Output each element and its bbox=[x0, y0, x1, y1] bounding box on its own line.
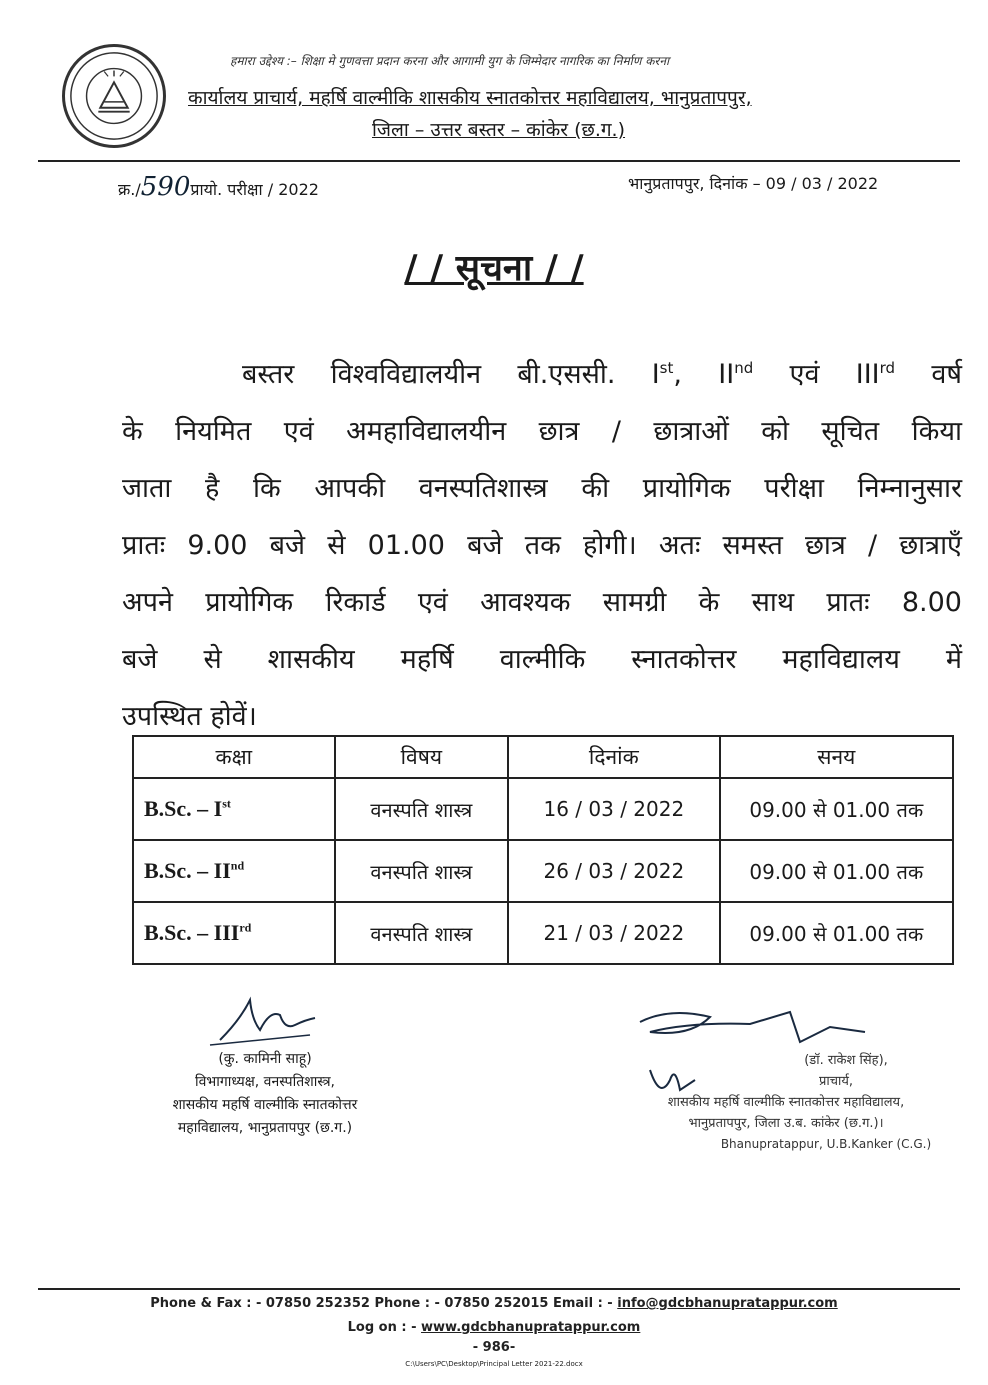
cell-date: 21 / 03 / 2022 bbox=[508, 902, 719, 964]
header-date: दिनांक bbox=[508, 736, 719, 778]
footer-contact bbox=[0, 1296, 988, 1311]
notice-title-text: / / सूचना / / bbox=[404, 248, 584, 289]
cell-subject: वनस्पति शास्त्र bbox=[335, 840, 509, 902]
cell-time: 09.00 से 01.00 तक bbox=[720, 902, 953, 964]
cell-class: B.Sc. – IIIrd bbox=[133, 902, 335, 964]
seal-emblem-icon bbox=[65, 47, 163, 145]
body-line-6: बजे से शासकीय महर्षि वाल्मीकि स्नातकोत्तर महाविद्यालय में bbox=[122, 644, 962, 675]
cell-time: 09.00 से 01.00 तक bbox=[720, 778, 953, 840]
principal-stamp: Bhanupratappur, U.B.Kanker (C.G.) bbox=[720, 1137, 932, 1151]
place-date: भानुप्रतापपुर, दिनांक – 09 / 03 / 2022 bbox=[628, 174, 879, 193]
hod-designation: विभागाध्यक्ष, वनस्पतिशास्त्र, bbox=[194, 1074, 336, 1090]
footer-website-link[interactable]: www.gdcbhanupratappur.com bbox=[421, 1320, 641, 1335]
body-line-2: के नियमित एवं अमहाविद्यालयीन छात्र / छात्राओं को सूचित किया bbox=[122, 416, 962, 447]
principal-title: प्राचार्य, bbox=[818, 1074, 854, 1089]
body-line-1: बस्तर विश्वविद्यालयीन बी.एससी. Ist, IInd एवं IIIrd वर्ष bbox=[242, 359, 963, 390]
footer-phone: Phone & Fax : - 07850 252352 Phone : - 07850 252015 Email : - bbox=[150, 1296, 618, 1311]
cell-subject: वनस्पति शास्त्र bbox=[335, 902, 509, 964]
cell-class: B.Sc. – Ist bbox=[133, 778, 335, 840]
body-line-7: उपस्थित होवें। bbox=[122, 701, 257, 732]
exam-schedule-table bbox=[132, 735, 954, 965]
table-header-row bbox=[133, 736, 953, 778]
header-subject: विषय bbox=[335, 736, 509, 778]
principal-name: (डॉ. राकेश सिंह), bbox=[804, 1053, 888, 1068]
table-row bbox=[133, 902, 953, 964]
cell-date: 16 / 03 / 2022 bbox=[508, 778, 719, 840]
footer-website bbox=[0, 1320, 988, 1335]
principal-college: शासकीय महर्षि वाल्मीकि स्नातकोत्तर महाविद्यालय, bbox=[667, 1095, 905, 1110]
body-line-5: अपने प्रायोगिक रिकार्ड एवं आवश्यक सामग्री के साथ प्रातः 8.00 bbox=[122, 587, 962, 618]
notice-title bbox=[0, 242, 988, 291]
hod-address: महाविद्यालय, भानुप्रतापपुर (छ.ग.) bbox=[177, 1120, 353, 1136]
cell-class: B.Sc. – IInd bbox=[133, 840, 335, 902]
hod-college: शासकीय महर्षि वाल्मीकि स्नातकोत्तर bbox=[172, 1097, 358, 1113]
footer-divider bbox=[38, 1288, 960, 1290]
ref-suffix: प्रायो. परीक्षा / 2022 bbox=[190, 180, 319, 199]
office-line-1: कार्यालय प्राचार्य, महर्षि वाल्मीकि शासकीय स्नातकोत्तर महाविद्यालय, भानुप्रतापपुर, bbox=[188, 87, 752, 109]
ref-prefix: क्र./ bbox=[118, 180, 141, 199]
body-line-3: जाता है कि आपकी वनस्पतिशास्त्र की प्रायोगिक परीक्षा निम्नानुसार bbox=[122, 473, 962, 504]
principal-signatory-block bbox=[606, 1050, 966, 1155]
header-divider bbox=[38, 160, 960, 162]
motto-line: हमारा उद्देश्य :– शिक्षा मे गुणवत्ता प्रदान करना और आगामी युग के जिम्मेदार नागरिक का निर्माण करना bbox=[230, 54, 670, 68]
cell-time: 09.00 से 01.00 तक bbox=[720, 840, 953, 902]
college-seal-logo bbox=[62, 44, 166, 148]
footer-page-number: - 986- bbox=[472, 1340, 516, 1355]
footer-log-label: Log on : - bbox=[347, 1320, 422, 1335]
hod-signature bbox=[200, 990, 320, 1050]
reference-number bbox=[118, 172, 319, 202]
notice-body bbox=[122, 340, 962, 745]
header-time: सनय bbox=[720, 736, 953, 778]
hod-name: (कु. कामिनी साहू) bbox=[218, 1051, 312, 1067]
hod-signatory-block bbox=[130, 1048, 400, 1140]
table-row bbox=[133, 778, 953, 840]
table-row bbox=[133, 840, 953, 902]
cell-subject: वनस्पति शास्त्र bbox=[335, 778, 509, 840]
office-line-2: जिला – उत्तर बस्तर – कांकेर (छ.ग.) bbox=[372, 119, 626, 141]
principal-address: भानुप्रतापपुर, जिला उ.ब. कांकेर (छ.ग.)। bbox=[688, 1116, 884, 1131]
ref-number-handwritten: 590 bbox=[140, 172, 191, 202]
footer-email-link[interactable]: info@gdcbhanupratappur.com bbox=[617, 1296, 838, 1311]
header-class: कक्षा bbox=[133, 736, 335, 778]
footer-file-path: C:\Users\PC\Desktop\Principal Letter 2021-22.docx bbox=[405, 1360, 583, 1368]
body-line-4: प्रातः 9.00 बजे से 01.00 बजे तक होगी। अतः समस्त छात्र / छात्राऍं bbox=[122, 530, 962, 561]
cell-date: 26 / 03 / 2022 bbox=[508, 840, 719, 902]
